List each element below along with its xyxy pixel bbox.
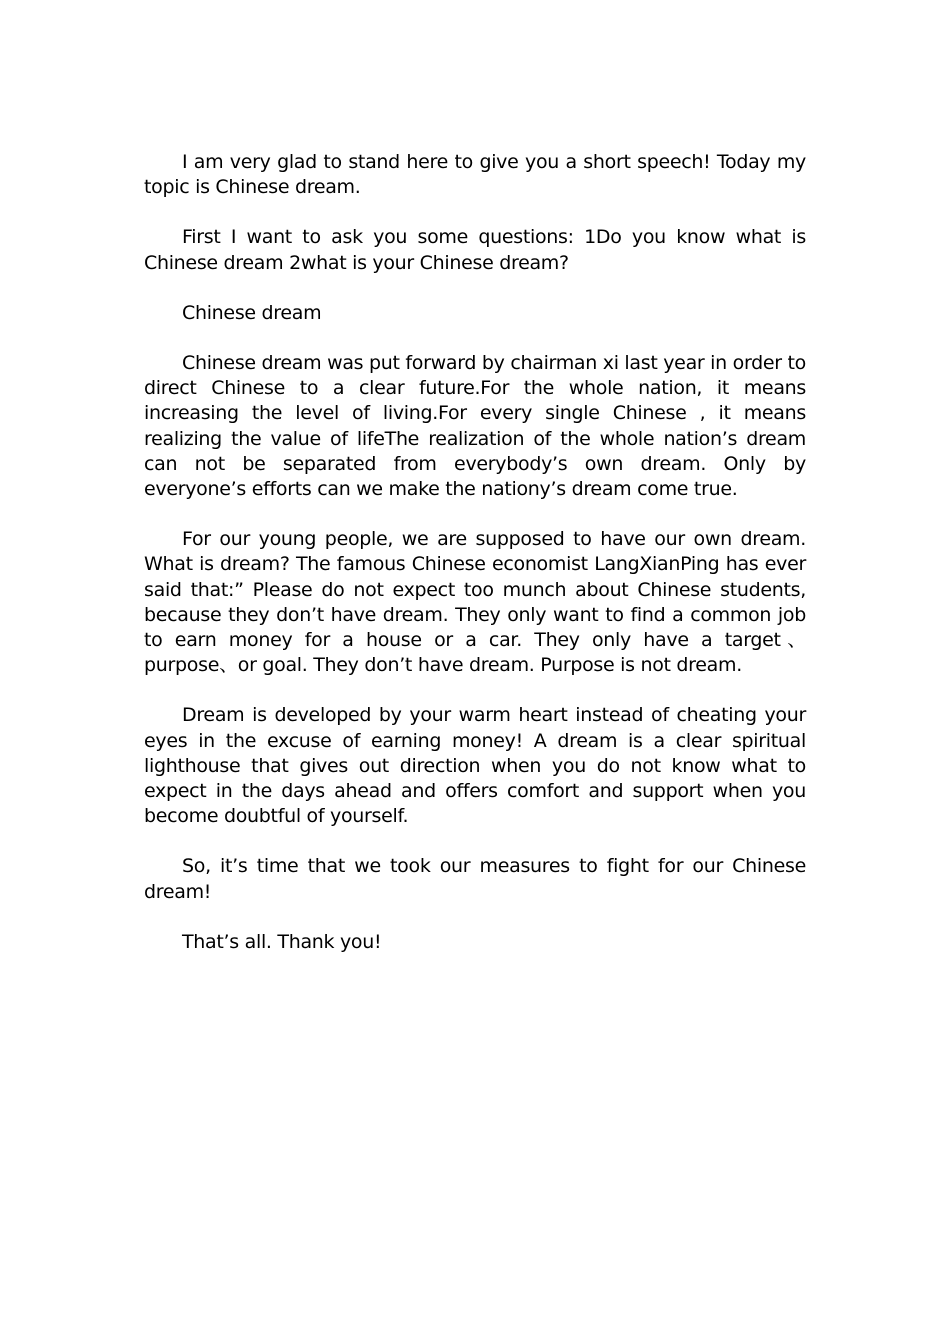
paragraph-young-people: For our young people, we are supposed to have our own dream. What is dream? The famous Chinese economist LangXianPing has ever said that:” Please do not expect too munch about Chinese students, because they don’t have dream. They only want to find a common job to earn money for a house or a car. They only have a target、purpose、or goal. They don’t have dream. Purpose is not dream. xyxy=(144,528,806,677)
paragraph-topic-heading: Chinese dream xyxy=(182,301,322,324)
paragraph-definition: Chinese dream was put forward by chairman xi last year in order to direct Chinese to a clear future.For the whole nation, it means increasing the level of living.For every single Chinese , it means realizing the value of lifeThe realization of the whole nation’s dream can not be separated from everybody’s own dream. Only by everyone’s efforts can we make the nationy’s dream come true. xyxy=(144,352,806,501)
speech-text xyxy=(144,150,806,980)
paragraph-intro: I am very glad to stand here to give you a short speech! Today my topic is Chinese dream. xyxy=(144,151,806,199)
paragraph-closing: That’s all. Thank you! xyxy=(182,930,382,953)
paragraph-questions: First I want to ask you some questions: 1Do you know what is Chinese dream 2what is your Chinese dream? xyxy=(144,226,806,274)
paragraph-call-to-action: So, it’s time that we took our measures to fight for our Chinese dream! xyxy=(144,855,806,903)
paragraph-dream-meaning: Dream is developed by your warm heart instead of cheating your eyes in the excuse of earning money! A dream is a clear spiritual lighthouse that gives out direction when you do not know what to expect in the days ahead and offers comfort and support when you become doubtful of yourself. xyxy=(144,704,806,828)
